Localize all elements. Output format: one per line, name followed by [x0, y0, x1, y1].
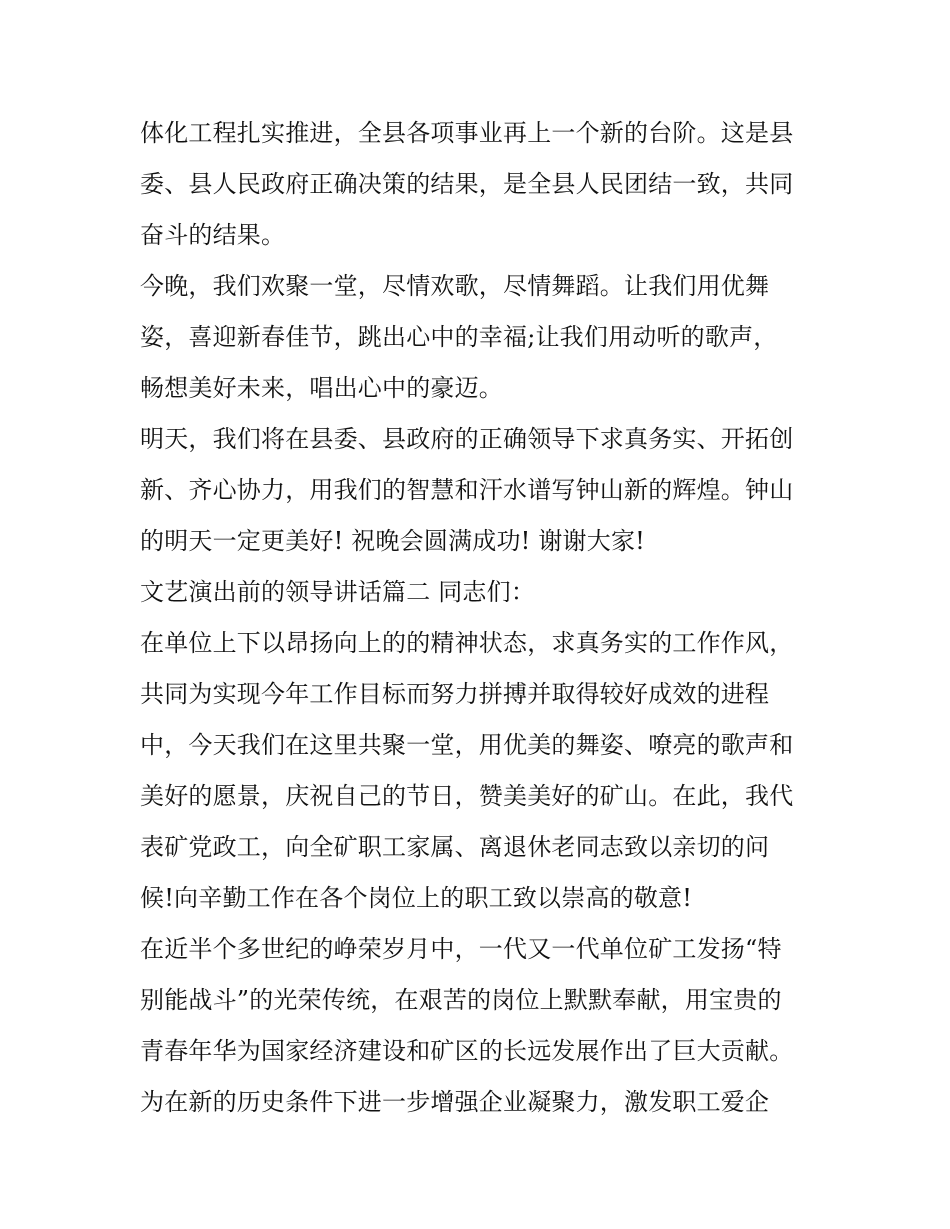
section-heading-line: 文艺演出前的领导讲话篇二 同志们：	[140, 578, 536, 606]
text-line: 体化工程扎实推进，全县各项事业再上一个新的台阶。这是县	[140, 119, 794, 147]
text-line: 青春年华为国家经济建设和矿区的长远发展作出了巨大贡献。	[140, 1037, 794, 1065]
text-line: 的明天一定更美好! 祝晚会圆满成功! 谢谢大家!	[140, 527, 645, 555]
text-line: 在近半个多世纪的峥荣岁月中，一代又一代单位矿工发扬“特	[140, 935, 782, 963]
text-line: 美好的愿景，庆祝自己的节日，赞美美好的矿山。在此，我代	[140, 782, 794, 810]
text-line: 委、县人民政府正确决策的结果，是全县人民团结一致，共同	[140, 170, 794, 198]
text-line: 别能战斗”的光荣传统，在艰苦的岗位上默默奉献，用宝贵的	[140, 986, 782, 1014]
text-line: 中，今天我们在这里共聚一堂，用优美的舞姿、嘹亮的歌声和	[140, 731, 794, 759]
text-line: 共同为实现今年工作目标而努力拼搏并取得较好成效的进程	[140, 680, 770, 708]
text-line: 为在新的历史条件下进一步增强企业凝聚力，激发职工爱企	[140, 1088, 770, 1116]
text-line: 表矿党政工，向全矿职工家属、离退休老同志致以亲切的问	[140, 833, 770, 861]
text-line: 姿，喜迎新春佳节，跳出心中的幸福;让我们用动听的歌声，	[140, 323, 778, 351]
document-body	[140, 108, 820, 1128]
text-line: 新、齐心协力，用我们的智慧和汗水谱写钟山新的辉煌。钟山	[140, 476, 794, 504]
text-line: 畅想美好未来，唱出心中的豪迈。	[140, 374, 503, 402]
text-line: 候!向辛勤工作在各个岗位上的职工致以崇高的敬意!	[140, 884, 693, 912]
text-line: 在单位上下以昂扬向上的的精神状态，求真务实的工作作风，	[140, 629, 794, 657]
text-line: 明天，我们将在县委、县政府的正确领导下求真务实、开拓创	[140, 425, 794, 453]
text-line: 今晚，我们欢聚一堂，尽情欢歌，尽情舞蹈。让我们用优舞	[140, 272, 770, 300]
text-line: 奋斗的结果。	[140, 221, 286, 249]
